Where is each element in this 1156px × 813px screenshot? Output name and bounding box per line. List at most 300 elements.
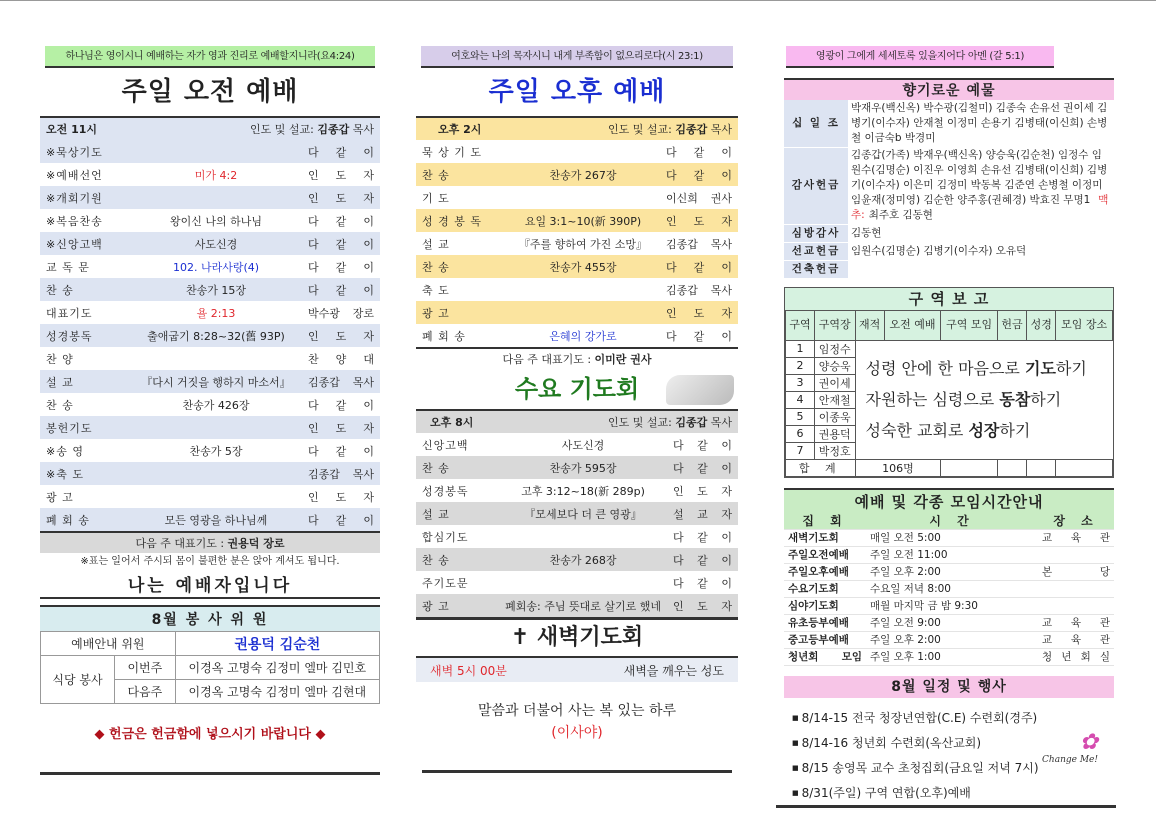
morning-service-column [40,40,380,746]
area-total-label: 합 계 [786,459,856,476]
cross-icon: ✝ [510,625,530,650]
schedule-place [1038,580,1114,597]
order-item-detail [506,278,660,301]
area-report-title: 구 역 보 고 [785,288,1113,310]
order-item-detail: 『주를 향하여 가진 소망』 [518,237,648,251]
order-item-detail: 은혜의 강가로 [549,329,617,343]
order-item-name: 찬 송 [416,163,506,186]
order-row [416,525,738,548]
order-item-name: 찬 양 [46,352,74,366]
order-row [416,232,738,255]
order-row [40,370,380,393]
order-item-name: 신앙고백 [422,438,469,452]
order-item-leader: 다 같 이 [302,232,380,255]
schedule-name: 심야기도회 [784,597,866,614]
dawn-title: 새벽기도회 [536,625,644,650]
order-item-leader: 설 교 자 [667,502,738,525]
order-item-detail: 『모세보다 더 큰 영광』 [499,502,667,525]
order-item-name: 교 독 문 [46,260,90,274]
offering-label: 선교헌금 [784,242,848,260]
order-item-detail: 미가 4:2 [194,168,238,182]
area-total-empty [997,459,1026,476]
order-row [40,232,380,255]
order-row [40,485,380,508]
afternoon-service-column [416,40,738,744]
schedule-time: 수요일 저녁 8:00 [866,580,1038,597]
order-item-detail [130,416,302,439]
column-bottom-rule [40,772,380,775]
offering-name-list: 박재우(백신옥) 박수광(김철미) 김종숙 손유선 권이세 김병기(이수자) 안재철 이정미 손용기 김병태(이신희) 손병철 이금숙b 박경미 [851,102,1108,144]
slogan-text: 성숙한 교회로 [865,421,969,440]
order-item-leader: 인 도 자 [308,490,374,504]
order-row [416,255,738,278]
offering-row [784,147,1114,224]
schedule-title: 예배 및 각종 모임시간안내 [784,488,1114,512]
order-item-name: ※묵상기도 [40,140,130,163]
area-header-cell: 재적 [855,310,884,340]
order-item-leader: 다 같 이 [308,214,374,228]
order-item-leader: 인 도 자 [660,209,738,232]
service-time: 오전 11시 [40,117,130,140]
area-number: 2 [786,357,815,374]
order-item-detail: 102. 나라사랑(4) [172,260,260,274]
area-header-cell: 오전 예배 [884,310,941,340]
order-item-detail: 찬송가 455장 [506,255,660,278]
schedule-header-row [784,512,1114,530]
praying-hands-icon [666,375,734,405]
slogan-keyword: 동참 [999,390,1031,409]
area-total-row [786,459,1113,476]
schedule-row [784,631,1114,648]
schedule-row [784,563,1114,580]
order-item-detail: 출애굽기 8:28~32(舊 93P) [130,324,302,347]
order-item-detail [506,186,660,209]
slogan-keyword: 기도 [1024,359,1056,378]
order-item-name: 성경봉독 [40,324,130,347]
verse-banner: 하나님은 영이시니 예배하는 자가 영과 진리로 예배할지니라(요4:24) [45,46,375,68]
order-item-leader: 인 도 자 [660,301,738,324]
schedule-place [1038,546,1114,563]
area-total-empty [1056,459,1113,476]
change-me-logo [1042,730,1098,765]
area-header-cell: 구역 [786,310,815,340]
service-header-row [416,410,738,433]
area-leader: 권용덕 [814,425,855,442]
offering-names [848,260,1114,278]
area-number: 1 [786,340,815,357]
slogan-line [866,415,1111,446]
schedule-row [784,546,1114,563]
schedule-place [1038,597,1114,614]
area-number: 7 [786,442,815,459]
order-row [40,439,380,462]
order-item-leader: 인 도 자 [308,168,374,182]
schedule-header-cell: 장 소 [1038,512,1114,530]
order-item-name: 합심기도 [422,530,469,544]
offering-name-list: 김동현 [851,226,882,239]
order-item-leader: 다 같 이 [302,508,380,531]
guide-names: 권용덕 김순천 [175,632,379,656]
offering-row [784,100,1114,147]
area-leader: 이종욱 [814,408,855,425]
order-item-name: ※예배선언 [46,168,103,182]
area-header-cell: 성경 [1027,310,1056,340]
area-number: 6 [786,425,815,442]
page-title: 주일 오전 예배 [121,77,299,107]
schedule-row [784,580,1114,597]
order-item-name: 대표기도 [46,306,93,320]
area-leader: 박정호 [814,442,855,459]
meal-label: 식당 봉사 [41,656,115,704]
column-bottom-rule [776,805,1116,808]
order-item-leader: 다 같 이 [308,398,374,412]
order-item-detail [130,462,302,485]
order-row [40,255,380,278]
service-leader [130,117,380,140]
order-row [416,433,738,456]
order-item-name: 성 경 봉 독 [416,209,506,232]
next-week-meal-label: 다음주 [115,680,176,704]
order-item-detail [130,186,302,209]
order-item-leader: 인 도 자 [302,186,380,209]
volunteer-title: 8월 봉 사 위 원 [40,605,380,631]
next-week-label: 다음 주 대표기도 : [502,353,592,366]
schedule-table [784,512,1114,666]
area-leader: 권이세 [814,374,855,391]
order-row [416,479,738,502]
offering-names [848,100,1114,147]
offering-label: 십 일 조 [784,100,848,147]
offering-names [848,242,1114,260]
order-row [416,301,738,324]
order-item-leader: 인 도 자 [302,324,380,347]
schedule-name: 유초등부예배 [784,614,866,631]
order-item-detail: 폐회송: 주님 뜻대로 살기로 했네 [499,594,667,617]
order-item-leader: 다 같 이 [672,576,732,590]
schedule-row [784,597,1114,614]
service-time: 오후 2시 [416,117,506,140]
order-row [416,209,738,232]
order-item-detail: 찬송가 15장 [130,278,302,301]
order-item-leader: 김종갑 목사 [666,237,732,251]
schedule-name: 청년회 모임 [784,648,866,665]
order-item-detail: 욜 2:13 [196,306,236,320]
order-row [416,456,738,479]
role-label: 인도 및 설교: [250,123,314,136]
offering-label: 건축헌금 [784,260,848,278]
area-total-empty [941,459,998,476]
order-item-leader: 다 같 이 [672,438,732,452]
schedule-name: 수요기도회 [784,580,866,597]
order-item-leader: 박수광 장로 [308,306,374,320]
order-item-leader: 인 도 자 [302,416,380,439]
order-item-detail: 찬송가 268장 [499,548,667,571]
service-time: 오후 8시 [416,410,499,433]
order-item-detail [506,301,660,324]
order-item-name: 성경봉독 [422,484,469,498]
slogan [855,340,1112,459]
schedule-name: 주일오전예배 [784,546,866,563]
event-item: ■ 8/15 송영목 교수 초청집회(금요일 저녁 7시) [792,756,1114,781]
order-row [416,140,738,163]
schedule-time: 매일 오전 5:00 [866,529,1038,546]
schedule-place: 교 육 관 [1038,614,1114,631]
order-item-name: 주기도문 [422,576,469,590]
order-item-detail: 왕이신 나의 하나님 [169,214,262,228]
schedule-place: 교 육 관 [1038,529,1114,546]
afternoon-title: 주일 오후 예배 [488,77,666,107]
schedule-header-cell: 집 회 [784,512,866,530]
order-item-leader: 인 도 자 [672,484,732,498]
order-item-leader: 다 같 이 [666,145,732,159]
next-week-meal-names: 이경옥 고명숙 김정미 엘마 김현대 [175,680,379,704]
dawn-participants: 새벽을 깨우는 성도 [623,664,724,678]
schedule-time: 매월 마지막 금 밤 9:30 [866,597,1038,614]
order-item-leader: 다 같 이 [666,329,732,343]
order-item-detail: 찬송가 5장 [189,444,243,458]
slogan-suffix: 하기 [999,421,1031,440]
area-table [785,310,1113,477]
order-item-name: 설 교 [416,502,499,525]
offering-name-list: 임원수(김명순) 김병기(이수자) 오유덕 [851,244,1027,257]
next-week-name: 이미란 권사 [594,353,652,366]
order-item-detail [506,140,660,163]
next-week-label: 다음 주 대표기도 : [135,537,225,550]
order-item-detail: 『다시 거짓을 행하지 마소서』 [130,370,302,393]
order-item-leader: 이신희 권사 [666,191,732,205]
order-item-leader: 다 같 이 [302,278,380,301]
area-number: 3 [786,374,815,391]
verse-banner: 여호와는 나의 목자시니 내게 부족함이 없으리로다(시 23:1) [421,46,733,68]
order-row [40,301,380,324]
order-item-leader: 다 같 이 [308,260,374,274]
order-row [40,324,380,347]
order-item-detail: 고후 3:12~18(新 289p) [521,484,645,498]
order-row [416,324,738,347]
schedule-row [784,529,1114,546]
order-row [416,548,738,571]
area-header-cell: 모임 장소 [1056,310,1113,340]
extra-offering-label: 맥추: [851,194,1109,221]
event-item: ■ 8/31(주일) 구역 연합(오후)예배 [792,781,1114,806]
order-item-name: ※축 도 [40,462,130,485]
order-row [40,140,380,163]
order-item-detail: 요일 3:1~10(新 390P) [506,209,660,232]
top-border [0,0,1156,1]
order-item-detail: 모든 영광을 하나님께 [130,508,302,531]
area-report [784,287,1114,478]
offering-notice: ◆ 헌금은 헌금함에 넣으시기 바랍니다 ◆ [94,727,326,742]
offering-names [848,147,1114,224]
offering-title: 향기로운 예물 [784,78,1114,100]
order-item-name: 광 고 [46,490,74,504]
order-row [416,278,738,301]
schedule-header-cell: 시 간 [866,512,1038,530]
role-label: 인도 및 설교: [608,416,672,429]
order-item-detail: 사도신경 [130,232,302,255]
slogan-text: 자원하는 심령으로 [865,390,1000,409]
schedule-time: 주일 오후 2:00 [866,563,1038,580]
order-row [40,278,380,301]
order-item-name: 기 도 [422,191,450,205]
volunteer-table [40,631,380,704]
slogan-suffix: 하기 [1030,390,1062,409]
order-item-name: 폐 회 송 [422,329,466,343]
slogan-suffix: 하기 [1055,359,1087,378]
order-item-name: ※개회기원 [40,186,130,209]
offering-row [784,260,1114,278]
leader-name: 김종갑 [317,123,350,136]
service-header-row [40,117,380,140]
order-item-detail [130,140,302,163]
area-header-cell: 헌금 [997,310,1026,340]
order-row [40,163,380,186]
order-row [416,163,738,186]
standing-note: ※표는 일어서 주시되 몸이 불편한 분은 앉아 계셔도 됩니다. [80,556,340,567]
order-item-name: ※송 영 [46,444,84,458]
afternoon-order-table [416,116,738,347]
dawn-row [416,656,738,682]
order-item-name: 설 교 [422,237,450,251]
schedule-time: 주일 오전 9:00 [866,614,1038,631]
schedule-box [784,488,1114,666]
order-item-name: 축 도 [422,283,450,297]
this-week-names: 이경옥 고명숙 김정미 엘마 김민호 [175,656,379,680]
order-item-name: 찬 송 [416,255,506,278]
events-list [784,706,1114,806]
dawn-time: 새벽 5시 00분 [430,664,507,678]
order-item-leader: 다 같 이 [302,140,380,163]
order-item-name: 묵 상 기 도 [422,145,482,159]
order-item-name: 찬 송 [416,548,499,571]
order-item-leader: 다 같 이 [660,163,738,186]
order-item-leader: 다 같 이 [308,444,374,458]
order-row [40,209,380,232]
schedule-name: 새벽기도회 [784,529,866,546]
order-item-leader: 다 같 이 [667,456,738,479]
next-week-name: 권용덕 장로 [227,537,285,550]
order-item-detail: 찬송가 595장 [499,456,667,479]
order-row [416,502,738,525]
order-row [416,594,738,617]
order-item-detail: 사도신경 [561,438,605,452]
role-label: 인도 및 설교: [608,123,672,136]
leader-title: 목사 [352,123,374,136]
slogan-line [866,353,1111,384]
schedule-time: 주일 오후 2:00 [866,631,1038,648]
order-item-detail [130,485,302,508]
quote-source: (이사야) [551,725,603,741]
area-total-value: 106명 [855,459,941,476]
offering-column [784,40,1114,806]
this-week-label: 이번주 [115,656,176,680]
column-bottom-rule [422,770,732,773]
order-item-name: 광 고 [416,594,499,617]
order-row [40,347,380,370]
schedule-time: 주일 오후 1:00 [866,648,1038,665]
schedule-time: 주일 오전 11:00 [866,546,1038,563]
order-row [40,186,380,209]
change-me-text: Change Me! [1042,754,1098,765]
slogan-keyword: 성장 [968,421,1000,440]
offering-row [784,242,1114,260]
order-row [40,508,380,531]
guide-label: 예배안내 위원 [41,632,176,656]
order-row [40,462,380,485]
order-item-name: 광 고 [416,301,506,324]
next-week-prayer [416,347,738,369]
order-item-leader: 김종갑 목사 [666,283,732,297]
blessing-quote: 말씀과 더불어 사는 복 있는 하루 [477,703,677,719]
area-leader: 안재철 [814,391,855,408]
event-item: ■ 8/14-15 전국 청장년연합(C.E) 수련회(경주) [792,706,1114,731]
offering-names [848,224,1114,242]
schedule-name: 주일오후예배 [784,563,866,580]
order-item-name: 찬 송 [40,278,130,301]
schedule-row [784,614,1114,631]
order-item-leader: 다 같 이 [660,255,738,278]
order-item-name: 봉헌기도 [40,416,130,439]
events-title: 8월 일정 및 행사 [784,676,1114,698]
order-item-detail: 찬송가 267장 [506,163,660,186]
slogan-text: 성령 안에 한 마음으로 [865,359,1025,378]
extra-offering-names: 최주호 김동현 [868,209,933,221]
offering-label: 감사헌금 [784,147,848,224]
order-item-detail [130,347,302,370]
area-header-cell: 구역 모임 [941,310,998,340]
order-item-leader: 김종갑 목사 [302,462,380,485]
leader-title: 목사 [710,123,732,136]
order-item-detail [499,571,667,594]
leader-name: 김종갑 [675,416,708,429]
motto: 나는 예배자입니다 [40,573,380,599]
order-item-leader: 인 도 자 [667,594,738,617]
area-number: 4 [786,391,815,408]
area-leader: 임정수 [814,340,855,357]
next-week-prayer [40,531,380,553]
service-leader [506,117,738,140]
area-row [786,340,1113,357]
offering-table [784,100,1114,279]
service-leader [499,410,738,433]
leader-name: 김종갑 [675,123,708,136]
order-item-leader: 다 같 이 [672,530,732,544]
order-item-leader: 김종갑 목사 [302,370,380,393]
wednesday-title: 수요 기도회 [514,375,640,403]
order-row [40,393,380,416]
event-item: ■ 8/14-16 청년회 수련회(옥산교회) [792,731,1114,756]
verse-banner: 영광이 그에게 세세토록 있을지어다 아멘 (갈 5:1) [786,46,1054,68]
area-total-empty [1027,459,1056,476]
offering-name-list: 김종갑(가족) 박재우(백신옥) 양승욱(김순천) 임정수 임원수(김명순) 이진우 이영희 손유선 김병태(이신희) 김병기(이수자) 이은미 김정미 박동복 김준연 손병철 이정미 임윤재(정미영) 김순한 양주홍(권혜경) 박효진 무명1 [851,149,1108,206]
order-item-detail [499,525,667,548]
order-row [416,186,738,209]
order-item-detail: 찬송가 426장 [182,398,250,412]
order-item-name: 찬 송 [416,456,499,479]
guide-row [41,632,380,656]
wednesday-order-table [416,409,738,617]
schedule-place: 본 당 [1038,563,1114,580]
schedule-name: 중고등부예배 [784,631,866,648]
order-row [40,416,380,439]
wednesday-title-box [416,369,738,409]
order-item-name: ※복음찬송 [46,214,103,228]
order-item-name: 찬 송 [46,398,74,412]
slogan-line [866,384,1111,415]
area-leader: 양승욱 [814,357,855,374]
schedule-row [784,648,1114,665]
order-item-leader: 찬 양 대 [308,352,374,366]
